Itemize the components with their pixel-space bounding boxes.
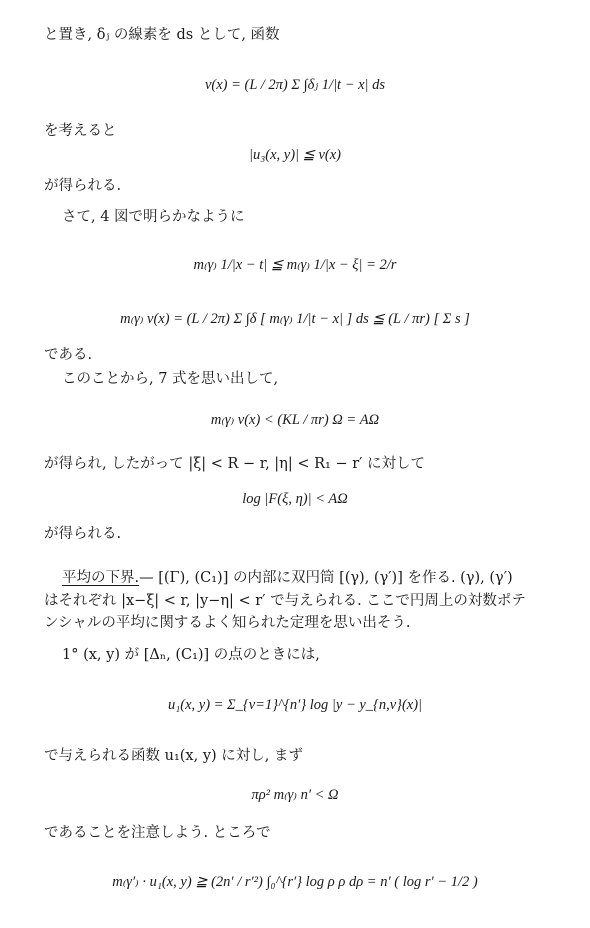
text-line: であることを注意しよう. ところで	[44, 825, 271, 841]
equation: u₁(x, y) = Σ_{ν=1}^{n′} log |y − y_{n,ν}(x)|	[167, 697, 423, 713]
equation: m₍γ₎ 1/|x − t| ≦ m₍γ₎ 1/|x − ξ| = 2/r	[193, 257, 397, 273]
text-line: このことから, 7 式を思い出して,	[62, 371, 279, 387]
equation: πρ² m₍γ₎ n′ < Ω	[251, 787, 339, 803]
equation: |u₃(x, y)| ≦ v(x)	[249, 147, 341, 163]
equation: m₍γ′₎ · u₁(x, y) ≧ (2n′ / r′²) ∫₀^{r′} log ρ ρ dρ = n′ ( log r′ − 1/2 )	[112, 874, 478, 890]
text-line: である.	[44, 347, 93, 363]
section-line	[62, 569, 513, 587]
text-line: さて, 4 図で明らかなように	[62, 209, 245, 225]
text-line: で与えられる函数 u₁(x, y) に対し, まず	[44, 748, 303, 764]
section-heading: 平均の下界.	[62, 570, 140, 586]
text-line: が得られ, したがって |ξ| < R − r, |η| < R₁ − r′ に対して	[44, 456, 426, 472]
text-line: と置き, δⱼ の線素を ds として, 函数	[44, 27, 280, 43]
text-line: が得られる.	[44, 178, 122, 194]
equation: v(x) = (L / 2π) Σ ∫δⱼ 1/|t − x| ds	[204, 77, 386, 93]
equation: m₍γ₎ v(x) < (KL / πr) Ω = AΩ	[210, 412, 380, 428]
text-line: はそれぞれ |x−ξ| < r, |y−η| < r′ で与えられる. ここで円周上の対数ポテ	[44, 593, 526, 609]
text-line: を考えると	[44, 123, 117, 139]
section-text: — [(Γ), (C₁)] の内部に双円筒 [(γ), (γ′)] を作る. (γ), (γ′)	[139, 570, 513, 586]
text-line: 1° (x, y) が [Δₙ, (C₁)] の点のときには,	[62, 647, 320, 663]
text-line: ンシャルの平均に関するよく知られた定理を思い出そう.	[44, 615, 411, 631]
text-line: が得られる.	[44, 526, 122, 542]
equation: log |F(ξ, η)| < AΩ	[242, 491, 348, 507]
equation: m₍γ₎ v(x) = (L / 2π) Σ ∫δ [ m₍γ₎ 1/|t − x| ] ds ≦ (L / πr) [ Σ s ]	[120, 311, 470, 327]
